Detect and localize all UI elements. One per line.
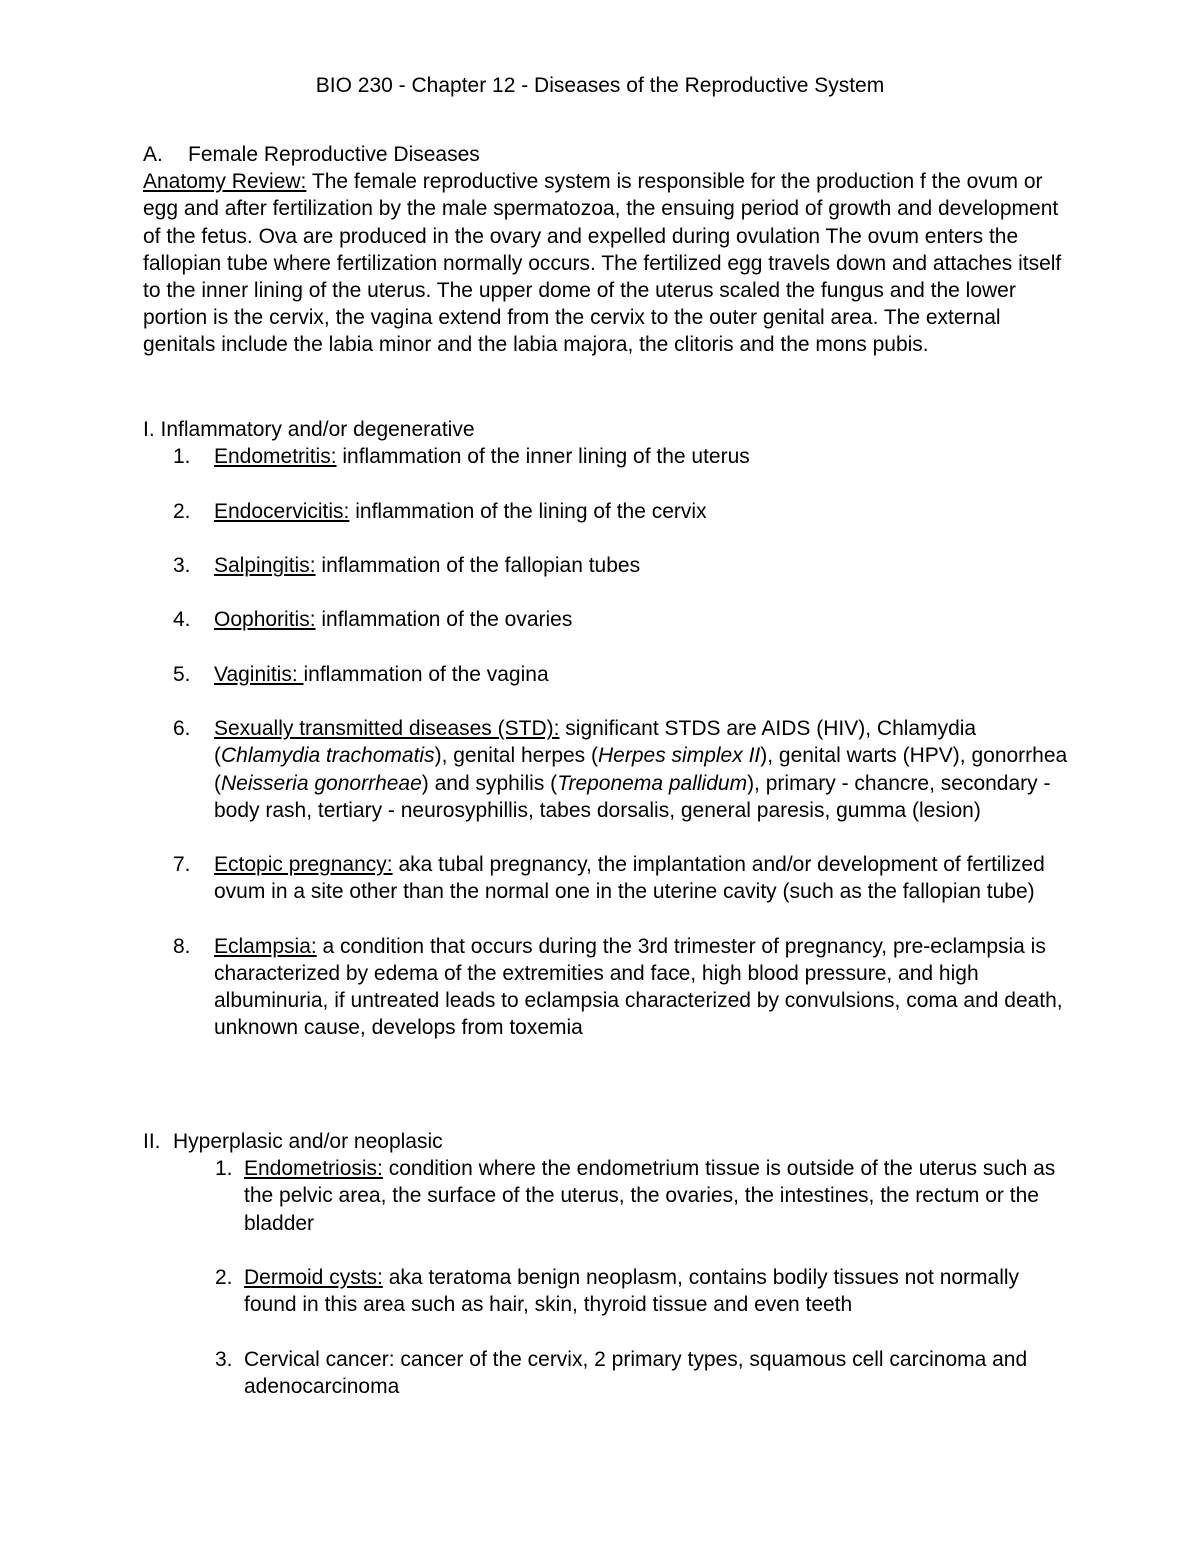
item-term: Cervical cancer: [244, 1347, 395, 1371]
item-text-part: significant STDS are AIDS (HIV), Chlamydia ( [214, 717, 977, 768]
organism-name: Neisseria gonorrheae [221, 771, 422, 795]
item-term: Salpingitis: [214, 553, 316, 577]
item-text: inflammation of the ovaries [315, 608, 573, 632]
item-number: 7. [173, 853, 191, 877]
item-text: inflammation of the vagina [303, 662, 549, 686]
organism-name: Treponema pallidum [557, 771, 748, 795]
section-i-heading: I. Inflammatory and/or degenerative [143, 418, 475, 441]
item-number: 2. [215, 1266, 233, 1289]
item-text-part: ), genital herpes ( [434, 744, 599, 768]
organism-name: Chlamydia trachomatis [221, 744, 435, 768]
item-term: Vaginitis: [214, 662, 304, 686]
anatomy-review-label: Anatomy Review: [143, 170, 307, 194]
section-a-heading [143, 141, 1073, 168]
section-ii-title: Hyperplasic and/or neoplasic [173, 1130, 443, 1153]
section-ii-list [143, 1155, 1073, 1400]
list-item [143, 606, 1073, 633]
section-i-list [143, 443, 1073, 1041]
list-item [143, 1155, 1073, 1237]
item-term: Endometriosis: [244, 1157, 383, 1181]
list-item [143, 851, 1073, 905]
item-text: a condition that occurs during the 3rd trimester of pregnancy, pre-eclampsia is characterized by edema of the extremities and face, high blood pressure, and high albuminuria, if untreated leads to eclampsia characterized by convulsions, coma and death, unknown cause, develops from toxemia [214, 934, 1063, 1040]
list-item [143, 661, 1073, 688]
item-number: 3. [215, 1347, 233, 1371]
list-item [143, 1264, 1073, 1318]
item-number: 8. [173, 934, 191, 958]
section-i [143, 416, 1073, 1069]
list-item [143, 1346, 1073, 1400]
section-ii [143, 1128, 1073, 1427]
item-term: Sexually transmitted diseases (STD): [214, 717, 560, 741]
section-a-letter: A. [143, 143, 163, 166]
item-term: Endometritis: [214, 445, 337, 469]
organism-name: Herpes simplex II [598, 744, 761, 768]
item-term: Oophoritis: [214, 608, 316, 632]
item-term: Dermoid cysts: [244, 1266, 383, 1289]
list-item [143, 498, 1073, 525]
item-text: aka tubal pregnancy, the implantation and/or development of fertilized ovum in a site other than the normal one in the uterine cavity (such as the fallopian tube) [214, 853, 1045, 904]
item-text-part: ) and syphilis ( [421, 771, 558, 795]
anatomy-review-text: The female reproductive system is responsible for the production f the ovum or egg and after fertilization by the male spermatozoa, the ensuing period of growth and development of the fetus. Ova are produced in the ovary and expelled during ovulation The ovum enters the fallopian tube where fertilization normally occurs. The fertilized egg travels down and attaches itself to the inner lining of the uterus. The upper dome of the uterus scaled the fungus and the lower portion is the cervix, the vagina extend from the cervix to the outer genital area. The external genitals include the labia minor and the labia majora, the clitoris and the mons pubis. [143, 170, 1062, 357]
item-text: inflammation of the fallopian tubes [315, 553, 641, 577]
item-text: condition where the endometrium tissue is outside of the uterus such as the pelvic area, the surface of the uterus, the ovaries, the intestines, the rectum or the bladder [244, 1157, 1056, 1235]
section-a [143, 141, 1073, 359]
item-number: 4. [173, 608, 191, 632]
item-number: 3. [173, 553, 191, 577]
item-text: cancer of the cervix, 2 primary types, squamous cell carcinoma and adenocarcinoma [244, 1347, 1028, 1398]
section-ii-heading [143, 1128, 1073, 1155]
document-title: BIO 230 - Chapter 12 - Diseases of the Reproductive System [315, 74, 885, 97]
section-ii-numeral: II. [143, 1130, 161, 1153]
item-text: inflammation of the inner lining of the uterus [336, 445, 750, 469]
item-text: aka teratoma benign neoplasm, contains bodily tissues not normally found in this area such as hair, skin, thyroid tissue and even teeth [244, 1266, 1020, 1317]
item-number: 1. [173, 445, 191, 469]
item-number: 6. [173, 717, 191, 741]
item-text-part: ), primary - chancre, secondary - body rash, tertiary - neurosyphillis, tabes dorsalis, general paresis, gumma (lesion) [214, 771, 1051, 822]
section-a-title: Female Reproductive Diseases [188, 143, 480, 166]
item-term: Ectopic pregnancy: [214, 853, 393, 877]
item-number: 2. [173, 499, 191, 523]
item-text-part: ), genital warts (HPV), gonorrhea ( [214, 744, 1068, 795]
item-number: 1. [215, 1157, 233, 1181]
list-item [143, 443, 1073, 470]
list-item [143, 552, 1073, 579]
item-term: Endocervicitis: [214, 499, 350, 523]
list-item [143, 933, 1073, 1042]
item-text: inflammation of the lining of the cervix [349, 499, 707, 523]
item-term: Eclampsia: [214, 934, 317, 958]
list-item [143, 715, 1073, 824]
anatomy-review-paragraph [143, 168, 1073, 358]
item-number: 5. [173, 662, 191, 686]
